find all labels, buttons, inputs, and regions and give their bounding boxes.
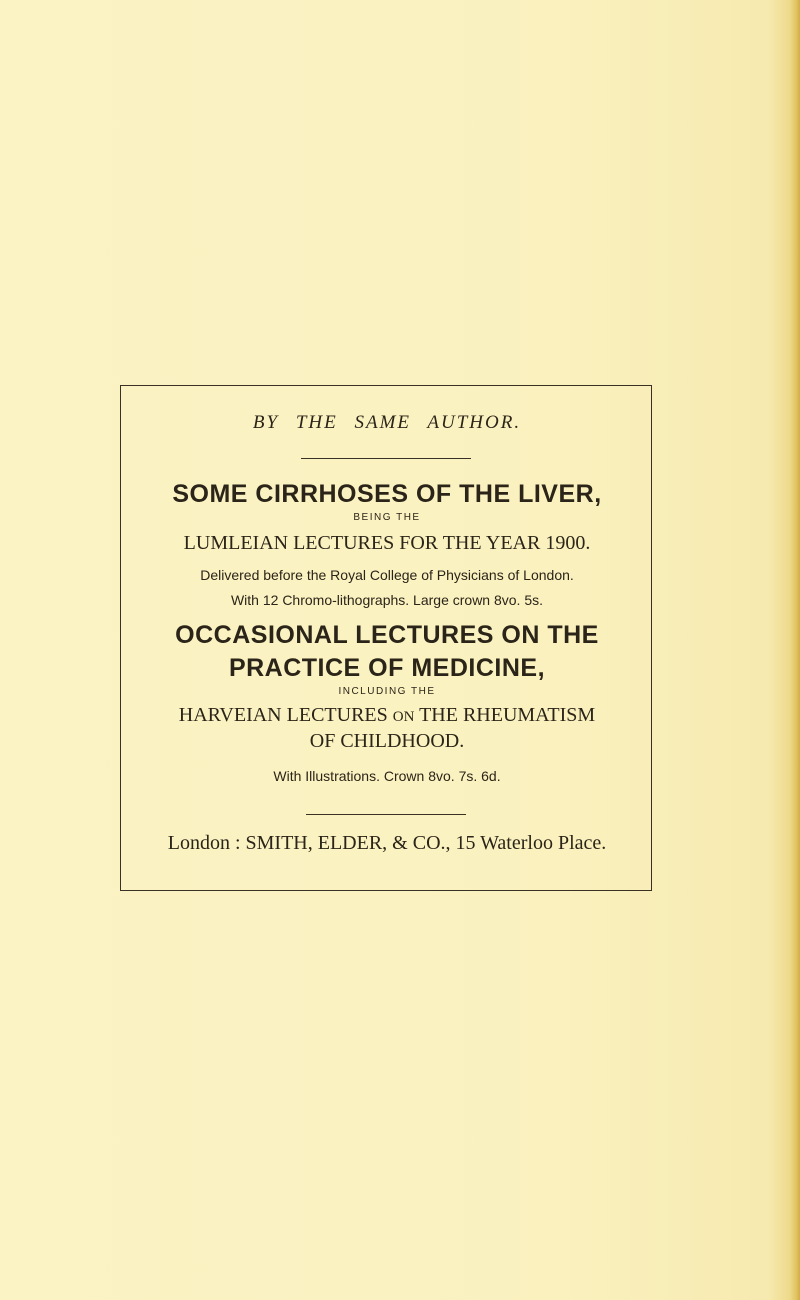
- book2-lectures-a: HARVEIAN LECTURES: [178, 704, 388, 726]
- book2-title-line2: PRACTICE OF MEDICINE,: [228, 654, 546, 682]
- page-edge: [790, 0, 800, 1300]
- book2-including-the: INCLUDING THE: [338, 686, 436, 697]
- advertisement-frame: [120, 385, 652, 891]
- book2-lectures-line1: [121, 704, 653, 727]
- book2-title-line1: OCCASIONAL LECTURES ON THE: [175, 621, 599, 649]
- book2-details: With Illustrations. Crown 8vo. 7s. 6d.: [273, 768, 501, 784]
- book2-lectures-line2: OF CHILDHOOD.: [309, 730, 465, 752]
- book2-lectures-b: THE RHEUMATISM: [419, 704, 596, 726]
- divider-rule: [306, 814, 466, 815]
- book1-delivered: Delivered before the Royal College of Physicians of London.: [200, 567, 574, 583]
- book1-being-the: BEING THE: [353, 512, 421, 523]
- publisher-imprint: London : SMITH, ELDER, & CO., 15 Waterloo Place.: [167, 832, 607, 854]
- book1-lectures: LUMLEIAN LECTURES FOR THE YEAR 1900.: [183, 532, 591, 554]
- book1-details: With 12 Chromo-lithographs. Large crown 8vo. 5s.: [230, 592, 544, 608]
- by-same-author-heading: BY THE SAME AUTHOR.: [252, 412, 522, 433]
- divider-rule: [301, 458, 471, 459]
- book1-title: SOME CIRRHOSES OF THE LIVER,: [172, 480, 602, 508]
- book2-on: ON: [392, 709, 415, 725]
